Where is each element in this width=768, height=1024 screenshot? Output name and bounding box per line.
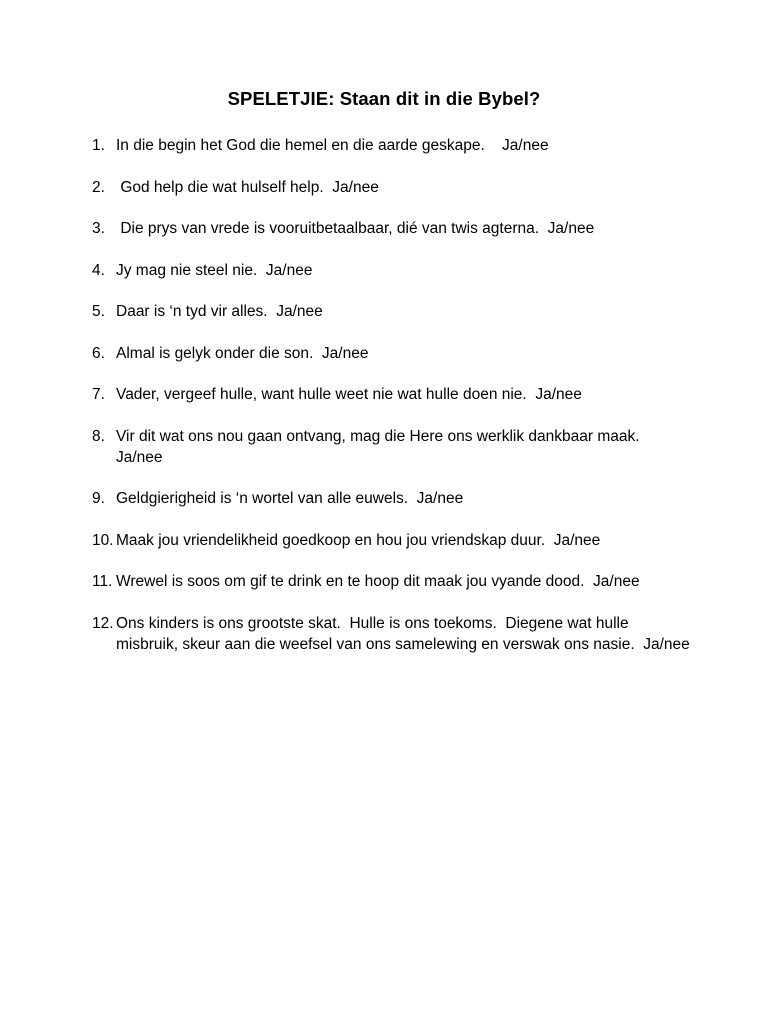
item-text: Maak jou vriendelikheid goedkoop en hou jou vriendskap duur. Ja/nee [116,531,601,549]
item-text: Almal is gelyk onder die son. Ja/nee [116,344,369,362]
list-item [92,343,692,364]
item-text: Jy mag nie steel nie. Ja/nee [116,261,313,279]
item-text: Geldgierigheid is ‘n wortel van alle euwels. Ja/nee [116,490,464,507]
item-number: 9. [92,490,105,507]
item-text: In die begin het God die hemel en die aarde geskape. Ja/nee [116,137,549,154]
list-item [92,426,692,468]
item-number: 12. [92,614,114,632]
item-number: 2. [92,178,105,196]
item-number: 4. [92,261,105,279]
question-list [92,135,692,675]
item-text: Ons kinders is ons grootste skat. Hulle is ons toekoms. Diegene wat hulle misbruik, skeur aan die weefsel van ons samelewing en verswak ons nasie. Ja/nee [116,614,690,653]
item-number: 5. [92,303,105,320]
item-text: Vader, vergeef hulle, want hulle weet nie wat hulle doen nie. Ja/nee [116,386,582,403]
list-item [92,260,692,281]
item-number: 6. [92,344,105,362]
item-text: God help die wat hulself help. Ja/nee [116,178,379,196]
item-number: 11. [92,573,113,590]
list-item [92,177,692,198]
item-text: Wrewel is soos om gif te drink en te hoop dit maak jou vyande dood. Ja/nee [116,573,640,590]
item-number: 3. [92,220,105,237]
item-number: 10. [92,531,114,549]
page-title: SPELETJIE: Staan dit in die Bybel? [227,88,541,109]
item-number: 8. [92,427,105,445]
list-item [92,571,692,592]
item-text: Die prys van vrede is vooruitbetaalbaar, dié van twis agterna. Ja/nee [116,220,595,237]
list-item [92,135,692,156]
item-number: 7. [92,386,105,403]
list-item [92,301,692,322]
list-item [92,530,692,551]
list-item [92,384,692,405]
item-number: 1. [92,137,105,154]
list-item [92,613,692,655]
list-item [92,218,692,239]
list-item [92,488,692,509]
item-text: Vir dit wat ons nou gaan ontvang, mag die Here ons werklik dankbaar maak. Ja/nee [116,427,649,466]
item-text: Daar is ‘n tyd vir alles. Ja/nee [116,303,323,320]
